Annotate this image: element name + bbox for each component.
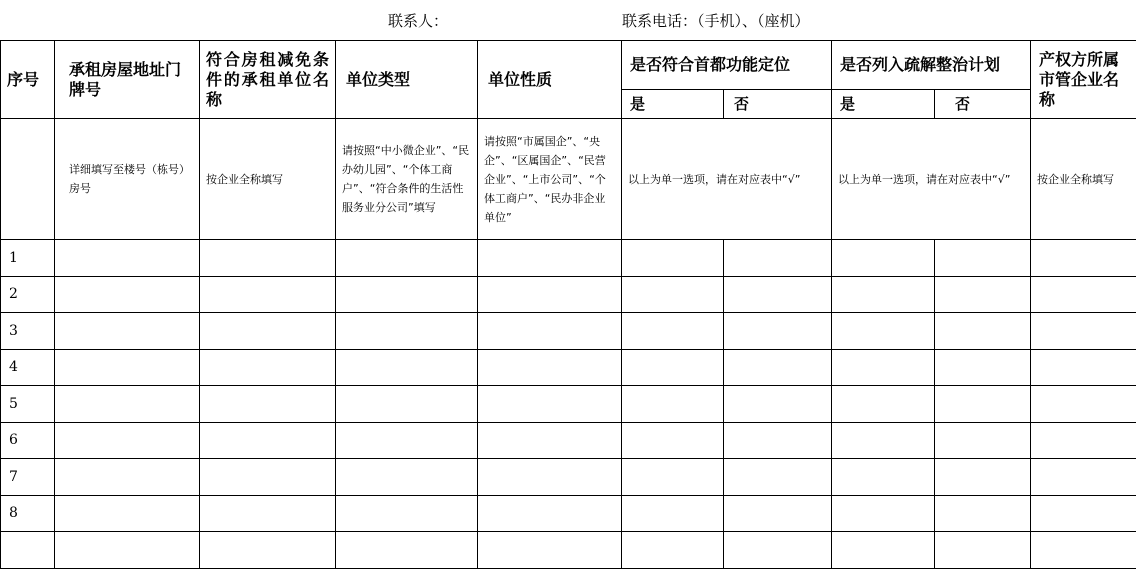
cell-address[interactable] (55, 422, 200, 459)
cell-relief-no[interactable] (935, 276, 1031, 313)
cell-relief-yes[interactable] (832, 532, 935, 569)
cell-unit-type[interactable] (336, 313, 478, 350)
cell-relief-no[interactable] (935, 313, 1031, 350)
cell-capital-no[interactable] (724, 532, 832, 569)
table-row (1, 240, 1136, 277)
cell-owner[interactable] (1031, 276, 1136, 313)
cell-address[interactable] (55, 532, 200, 569)
cell-relief-yes[interactable] (832, 495, 935, 532)
table-row (1, 532, 1136, 569)
cell-address[interactable] (55, 495, 200, 532)
cell-unit-nature[interactable] (478, 313, 622, 350)
cell-unit-name[interactable] (200, 276, 336, 313)
table-row (1, 386, 1136, 423)
cell-relief-yes[interactable] (832, 313, 935, 350)
cell-unit-name[interactable] (200, 422, 336, 459)
cell-unit-type[interactable] (336, 459, 478, 496)
cell-capital-no[interactable] (724, 240, 832, 277)
cell-relief-no[interactable] (935, 532, 1031, 569)
cell-relief-yes[interactable] (832, 459, 935, 496)
instruction-seq (1, 119, 55, 240)
cell-unit-nature[interactable] (478, 276, 622, 313)
row-index: 1 (1, 240, 55, 277)
cell-relief-no[interactable] (935, 386, 1031, 423)
cell-unit-name[interactable] (200, 349, 336, 386)
cell-address[interactable] (55, 459, 200, 496)
cell-unit-nature[interactable] (478, 459, 622, 496)
cell-unit-nature[interactable] (478, 349, 622, 386)
row-index: 8 (1, 495, 55, 532)
cell-unit-type[interactable] (336, 532, 478, 569)
table-row (1, 422, 1136, 459)
cell-unit-nature[interactable] (478, 386, 622, 423)
instruction-unit-type: 请按照“中小微企业”、“民办幼儿园”、“个体工商户”、“符合条件的生活性服务业分公司”填写 (336, 119, 478, 240)
header-seq: 序号 (1, 41, 55, 119)
cell-owner[interactable] (1031, 349, 1136, 386)
cell-capital-yes[interactable] (622, 313, 724, 350)
cell-owner[interactable] (1031, 313, 1136, 350)
header-owner: 产权方所属市管企业名称 (1031, 41, 1136, 119)
cell-capital-yes[interactable] (622, 422, 724, 459)
header-unit-type: 单位类型 (336, 41, 478, 119)
cell-capital-no[interactable] (724, 422, 832, 459)
table-row (1, 276, 1136, 313)
cell-relief-no[interactable] (935, 495, 1031, 532)
row-index: 4 (1, 349, 55, 386)
instruction-capital-function: 以上为单一选项，请在对应表中“√” (622, 119, 832, 240)
header-relief-plan: 是否列入疏解整治计划 (832, 41, 1031, 90)
cell-unit-type[interactable] (336, 349, 478, 386)
cell-unit-type[interactable] (336, 422, 478, 459)
cell-address[interactable] (55, 276, 200, 313)
cell-relief-yes[interactable] (832, 276, 935, 313)
rent-relief-form-table (0, 40, 1136, 569)
cell-capital-no[interactable] (724, 495, 832, 532)
row-index: 5 (1, 386, 55, 423)
cell-address[interactable] (55, 313, 200, 350)
cell-relief-no[interactable] (935, 349, 1031, 386)
cell-capital-no[interactable] (724, 386, 832, 423)
cell-unit-name[interactable] (200, 240, 336, 277)
cell-owner[interactable] (1031, 240, 1136, 277)
cell-capital-no[interactable] (724, 459, 832, 496)
contact-person-label: 联系人： (388, 12, 449, 30)
cell-capital-yes[interactable] (622, 276, 724, 313)
cell-owner[interactable] (1031, 495, 1136, 532)
header-capital-yes: 是 (622, 90, 724, 119)
cell-relief-yes[interactable] (832, 422, 935, 459)
instruction-row (1, 119, 1136, 240)
cell-owner[interactable] (1031, 532, 1136, 569)
cell-unit-nature[interactable] (478, 422, 622, 459)
instruction-unit-nature: 请按照“市属国企”、“央企”、“区属国企”、“民营企业”、“上市公司”、“个体工商户”、“民办非企业单位” (478, 119, 622, 240)
cell-address[interactable] (55, 349, 200, 386)
contact-line (0, 0, 1136, 40)
table-row (1, 349, 1136, 386)
cell-unit-name[interactable] (200, 532, 336, 569)
cell-capital-no[interactable] (724, 313, 832, 350)
table-row (1, 459, 1136, 496)
cell-relief-no[interactable] (935, 422, 1031, 459)
cell-owner[interactable] (1031, 422, 1136, 459)
cell-capital-no[interactable] (724, 276, 832, 313)
cell-relief-yes[interactable] (832, 349, 935, 386)
cell-address[interactable] (55, 386, 200, 423)
row-index: 6 (1, 422, 55, 459)
cell-relief-yes[interactable] (832, 240, 935, 277)
header-address: 承租房屋地址门牌号 (55, 41, 200, 119)
instruction-unit-name: 按企业全称填写 (200, 119, 336, 240)
cell-unit-type[interactable] (336, 386, 478, 423)
table-row (1, 495, 1136, 532)
cell-unit-nature[interactable] (478, 532, 622, 569)
instruction-owner: 按企业全称填写 (1031, 119, 1136, 240)
cell-capital-yes[interactable] (622, 532, 724, 569)
cell-unit-type[interactable] (336, 240, 478, 277)
cell-capital-no[interactable] (724, 349, 832, 386)
cell-relief-no[interactable] (935, 240, 1031, 277)
cell-capital-yes[interactable] (622, 459, 724, 496)
table-row (1, 313, 1136, 350)
cell-owner[interactable] (1031, 459, 1136, 496)
contact-phone-label: 联系电话：（手机）、（座机） (622, 12, 810, 30)
row-index: 2 (1, 276, 55, 313)
header-capital-no: 否 (724, 90, 832, 119)
cell-address[interactable] (55, 240, 200, 277)
cell-owner[interactable] (1031, 386, 1136, 423)
cell-unit-name[interactable] (200, 495, 336, 532)
header-unit-name: 符合房租减免条件的承租单位名称 (200, 41, 336, 119)
row-index (1, 532, 55, 569)
cell-unit-nature[interactable] (478, 240, 622, 277)
cell-relief-yes[interactable] (832, 386, 935, 423)
header-row-1 (1, 41, 1136, 90)
header-unit-nature: 单位性质 (478, 41, 622, 119)
row-index: 3 (1, 313, 55, 350)
cell-unit-name[interactable] (200, 313, 336, 350)
cell-relief-no[interactable] (935, 459, 1031, 496)
cell-capital-yes[interactable] (622, 349, 724, 386)
row-index: 7 (1, 459, 55, 496)
header-relief-yes: 是 (832, 90, 935, 119)
cell-capital-yes[interactable] (622, 495, 724, 532)
header-capital-function: 是否符合首都功能定位 (622, 41, 832, 90)
instruction-relief-plan: 以上为单一选项，请在对应表中“√” (832, 119, 1031, 240)
cell-unit-type[interactable] (336, 495, 478, 532)
cell-capital-yes[interactable] (622, 386, 724, 423)
cell-capital-yes[interactable] (622, 240, 724, 277)
cell-unit-type[interactable] (336, 276, 478, 313)
header-relief-no: 否 (935, 90, 1031, 119)
instruction-address: 详细填写至楼号（栋号）房号 (55, 119, 200, 240)
cell-unit-name[interactable] (200, 386, 336, 423)
cell-unit-nature[interactable] (478, 495, 622, 532)
cell-unit-name[interactable] (200, 459, 336, 496)
